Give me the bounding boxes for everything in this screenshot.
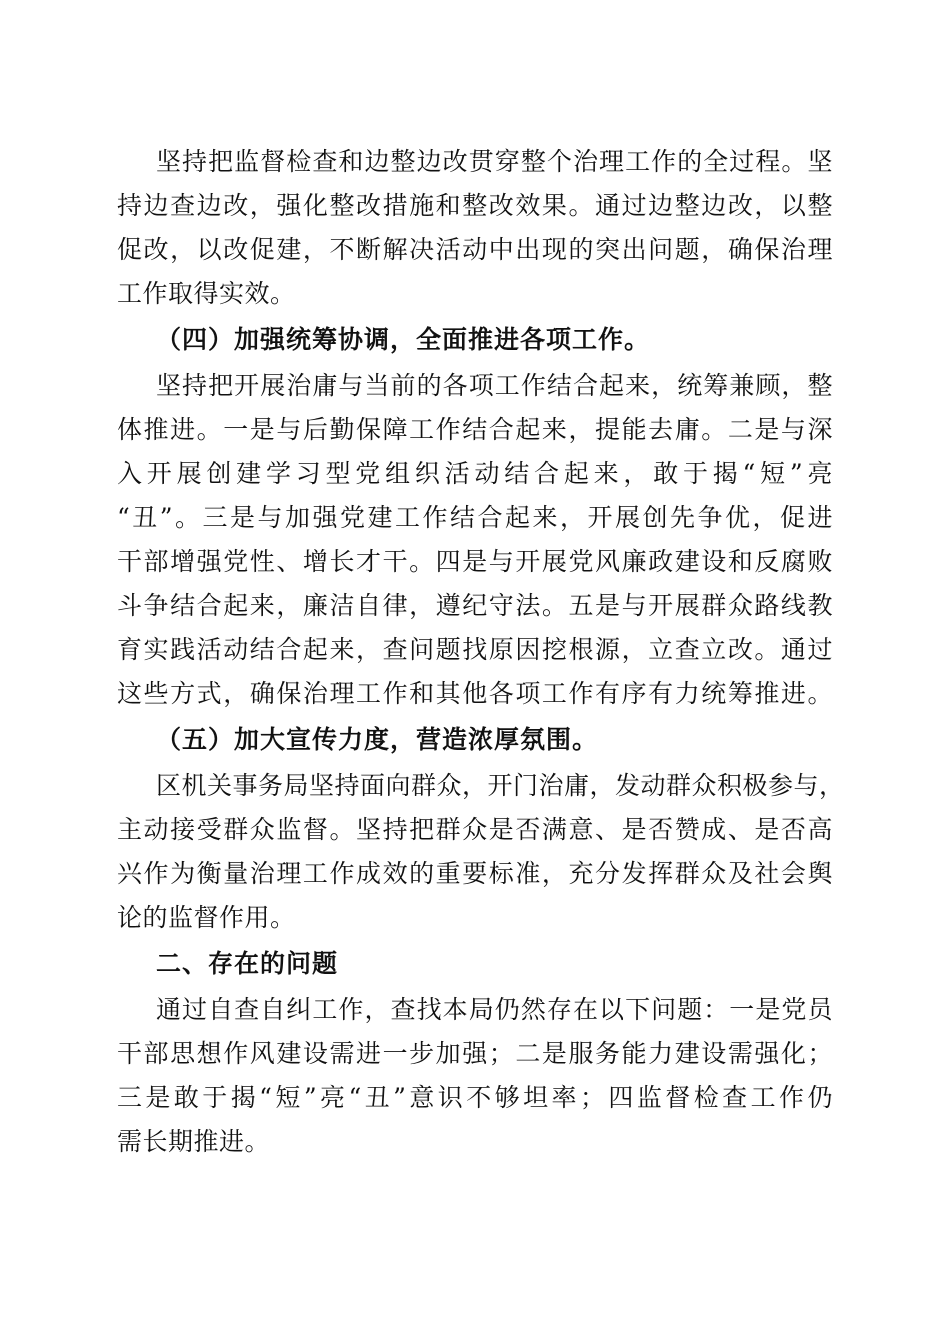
paragraph-line: 论的监督作用。 — [117, 903, 296, 932]
paragraph-line: 入开展创建学习型党组织活动结合起来，敢于揭“短”亮 — [117, 459, 833, 488]
paragraph-line: 干部增强党性、增长才干。四是与开展党风廉政建设和反腐败 — [117, 547, 833, 576]
paragraph-line: 这些方式，确保治理工作和其他各项工作有序有力统筹推进。 — [117, 679, 833, 708]
paragraph-line: 促改，以改促建，不断解决活动中出现的突出问题，确保治理 — [117, 235, 833, 264]
paragraph-line: 干部思想作风建设需进一步加强；二是服务能力建设需强化； — [117, 1039, 833, 1068]
paragraph-line: 持边查边改，强化整改措施和整改效果。通过边整边改，以整 — [117, 191, 833, 220]
paragraph-line: 区机关事务局坚持面向群众，开门治庸，发动群众积极参与， — [156, 771, 845, 800]
paragraph-line: 兴作为衡量治理工作成效的重要标准，充分发挥群众及社会舆 — [117, 859, 833, 888]
paragraph-line: 斗争结合起来，廉洁自律，遵纪守法。五是与开展群众路线教 — [117, 591, 833, 620]
chapter-heading: 二、存在的问题 — [156, 949, 339, 978]
paragraph-line: 工作取得实效。 — [117, 279, 296, 308]
paragraph-line: “丑”。三是与加强党建工作结合起来，开展创先争优，促进 — [117, 503, 833, 532]
paragraph-line: 需长期推进。 — [117, 1127, 271, 1156]
section-heading-4: （四）加强统筹协调，全面推进各项工作。 — [156, 325, 651, 354]
paragraph-line: 三是敢于揭“短”亮“丑”意识不够坦率；四监督检查工作仍 — [117, 1083, 833, 1112]
paragraph-line: 主动接受群众监督。坚持把群众是否满意、是否赞成、是否高 — [117, 815, 833, 844]
paragraph-line: 通过自查自纠工作，查找本局仍然存在以下问题：一是党员 — [156, 995, 833, 1024]
paragraph-line: 体推进。一是与后勤保障工作结合起来，提能去庸。二是与深 — [117, 415, 833, 444]
section-heading-5: （五）加大宣传力度，营造浓厚氛围。 — [156, 725, 599, 754]
paragraph-line: 坚持把监督检查和边整边改贯穿整个治理工作的全过程。坚 — [156, 147, 833, 176]
document-page — [117, 0, 845, 1344]
paragraph-line: 坚持把开展治庸与当前的各项工作结合起来，统筹兼顾，整 — [156, 371, 833, 400]
paragraph-line: 育实践活动结合起来，查问题找原因挖根源，立查立改。通过 — [117, 635, 833, 664]
